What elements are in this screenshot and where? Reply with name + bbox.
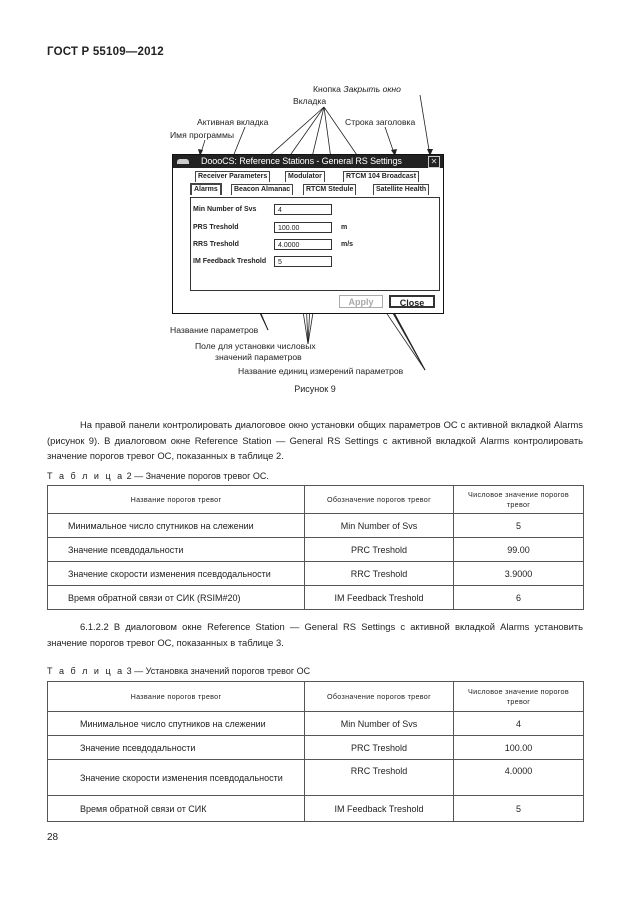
table-cell: 100.00 — [454, 736, 584, 760]
apply-button[interactable]: Apply — [339, 295, 383, 308]
param-unit-rrs: m/s — [341, 241, 354, 248]
table-cell: 4 — [454, 712, 584, 736]
dialog-title-bar — [173, 155, 443, 168]
document-header: ГОСТ Р 55109—2012 — [47, 46, 164, 58]
table-header-row — [48, 486, 584, 514]
tab-alarms[interactable]: Alarms — [190, 183, 222, 195]
callout-close-italic: Закрыть окно — [343, 84, 401, 94]
tab-beacon-almanac[interactable]: Beacon Almanac — [231, 184, 293, 195]
table-row — [48, 586, 584, 610]
close-button[interactable]: Close — [389, 295, 435, 308]
param-field-im-feedback[interactable]: 5 — [274, 256, 332, 267]
table-cell: Значение скорости изменения псевдодальности — [48, 760, 305, 796]
table-3 — [47, 681, 584, 822]
table-header-cell: Числовое значение порогов тревог — [454, 486, 584, 514]
callout-value-fields-2: значений параметров — [215, 352, 302, 362]
table-cell: Min Number of Svs — [305, 514, 454, 538]
tab-receiver-parameters[interactable]: Receiver Parameters — [195, 171, 270, 182]
table-header-cell: Числовое значение порогов тревог — [454, 682, 584, 712]
table-cell: IM Feedback Treshold — [305, 586, 454, 610]
tab-rtcm-schedule[interactable]: RTCM Stedule — [303, 184, 356, 195]
table-row — [48, 796, 584, 822]
table-row — [48, 736, 584, 760]
table3-caption-rest: 3 — Установка значений порогов тревог ОС — [124, 666, 311, 676]
table-header-cell: Название порогов тревог — [48, 682, 305, 712]
callout-param-names: Название параметров — [170, 325, 259, 335]
table-cell: Min Number of Svs — [305, 712, 454, 736]
table-cell: 5 — [454, 796, 584, 822]
table-header-cell: Название порогов тревог — [48, 486, 305, 514]
callout-active-tab: Активная вкладка — [197, 117, 269, 127]
table-cell: PRC Treshold — [305, 538, 454, 562]
settings-dialog — [172, 154, 444, 314]
window-menu-icon[interactable] — [177, 159, 189, 164]
param-field-rrs[interactable]: 4.0000 — [274, 239, 332, 250]
dialog-title: DoooCS: Reference Stations - General RS Settings — [201, 156, 402, 166]
param-label-prs: PRS Treshold — [193, 224, 239, 231]
table-cell: IM Feedback Treshold — [305, 796, 454, 822]
table-row — [48, 712, 584, 736]
alarms-panel — [190, 197, 440, 291]
page-number: 28 — [47, 832, 59, 843]
param-label-im-feedback: IM Feedback Treshold — [193, 258, 267, 265]
callout-tab: Вкладка — [293, 96, 327, 106]
callout-value-fields-1: Поле для установки числовых — [195, 341, 316, 351]
close-window-icon[interactable]: ✕ — [428, 156, 440, 168]
paragraph-2: 6.1.2.2 В диалоговом окне Reference Station — General RS Settings с активной вкладкой Alarms установить значение порогов тревог ОС, показанных в таблице 3. — [47, 621, 583, 648]
table-header-cell: Обозначение порогов тревог — [305, 682, 454, 712]
table-cell: 5 — [454, 514, 584, 538]
table2-caption-rest: 2 — Значение порогов тревог ОС. — [124, 471, 269, 481]
param-field-min-svs[interactable]: 4 — [274, 204, 332, 215]
tab-modulator[interactable]: Modulator — [285, 171, 325, 182]
table-cell: PRC Treshold — [305, 736, 454, 760]
tab-satellite-health[interactable]: Satellite Health — [373, 184, 429, 195]
table-cell: Значение псевдодальности — [48, 736, 305, 760]
figure-caption: Рисунок 9 — [294, 384, 336, 394]
table-header-cell: Обозначение порогов тревог — [305, 486, 454, 514]
table-cell: 99.00 — [454, 538, 584, 562]
table-row — [48, 760, 584, 796]
callout-unit-names: Название единиц измерений параметров — [238, 366, 404, 376]
table-cell: Время обратной связи от СИК — [48, 796, 305, 822]
table-row — [48, 514, 584, 538]
table-2 — [47, 485, 584, 610]
table3-caption-prefix: Т а б л и ц а — [47, 666, 125, 676]
param-unit-prs: m — [341, 224, 348, 231]
callout-program-name: Имя программы — [170, 130, 235, 140]
paragraph-1: На правой панели контролировать диалоговое окно установки общих параметров ОС с активной вкладкой Alarms (рисунок 9). В диалоговом окне Reference Station — General RS Settings с активной вкладкой Alarms контролировать значение порогов тревог ОС, показанных в таблице 2. — [47, 419, 583, 461]
table-row — [48, 562, 584, 586]
table-cell: RRC Treshold — [305, 562, 454, 586]
table-cell: 6 — [454, 586, 584, 610]
callout-close-prefix: Кнопка — [313, 84, 344, 94]
table3-caption — [47, 666, 310, 676]
callout-title-bar: Строка заголовка — [345, 117, 416, 127]
table-cell: Минимальное число спутников на слежении — [48, 712, 305, 736]
table2-caption — [47, 471, 269, 481]
table-cell: Значение скорости изменения псевдодальности — [48, 562, 305, 586]
param-field-prs[interactable]: 100.00 — [274, 222, 332, 233]
table-cell: Время обратной связи от СИК (RSIM#20) — [48, 586, 305, 610]
table-cell: 3.9000 — [454, 562, 584, 586]
param-label-min-svs: Min Number of Svs — [193, 206, 257, 213]
table-row — [48, 538, 584, 562]
param-label-rrs: RRS Treshold — [193, 241, 239, 248]
table-cell: Значение псевдодальности — [48, 538, 305, 562]
table-header-row — [48, 682, 584, 712]
tab-rtcm-broadcast[interactable]: RTCM 104 Broadcast — [343, 171, 419, 182]
table2-caption-prefix: Т а б л и ц а — [47, 471, 125, 481]
table-cell: RRC Treshold — [305, 760, 454, 796]
table-cell: Минимальное число спутников на слежении — [48, 514, 305, 538]
table-cell: 4.0000 — [454, 760, 584, 796]
